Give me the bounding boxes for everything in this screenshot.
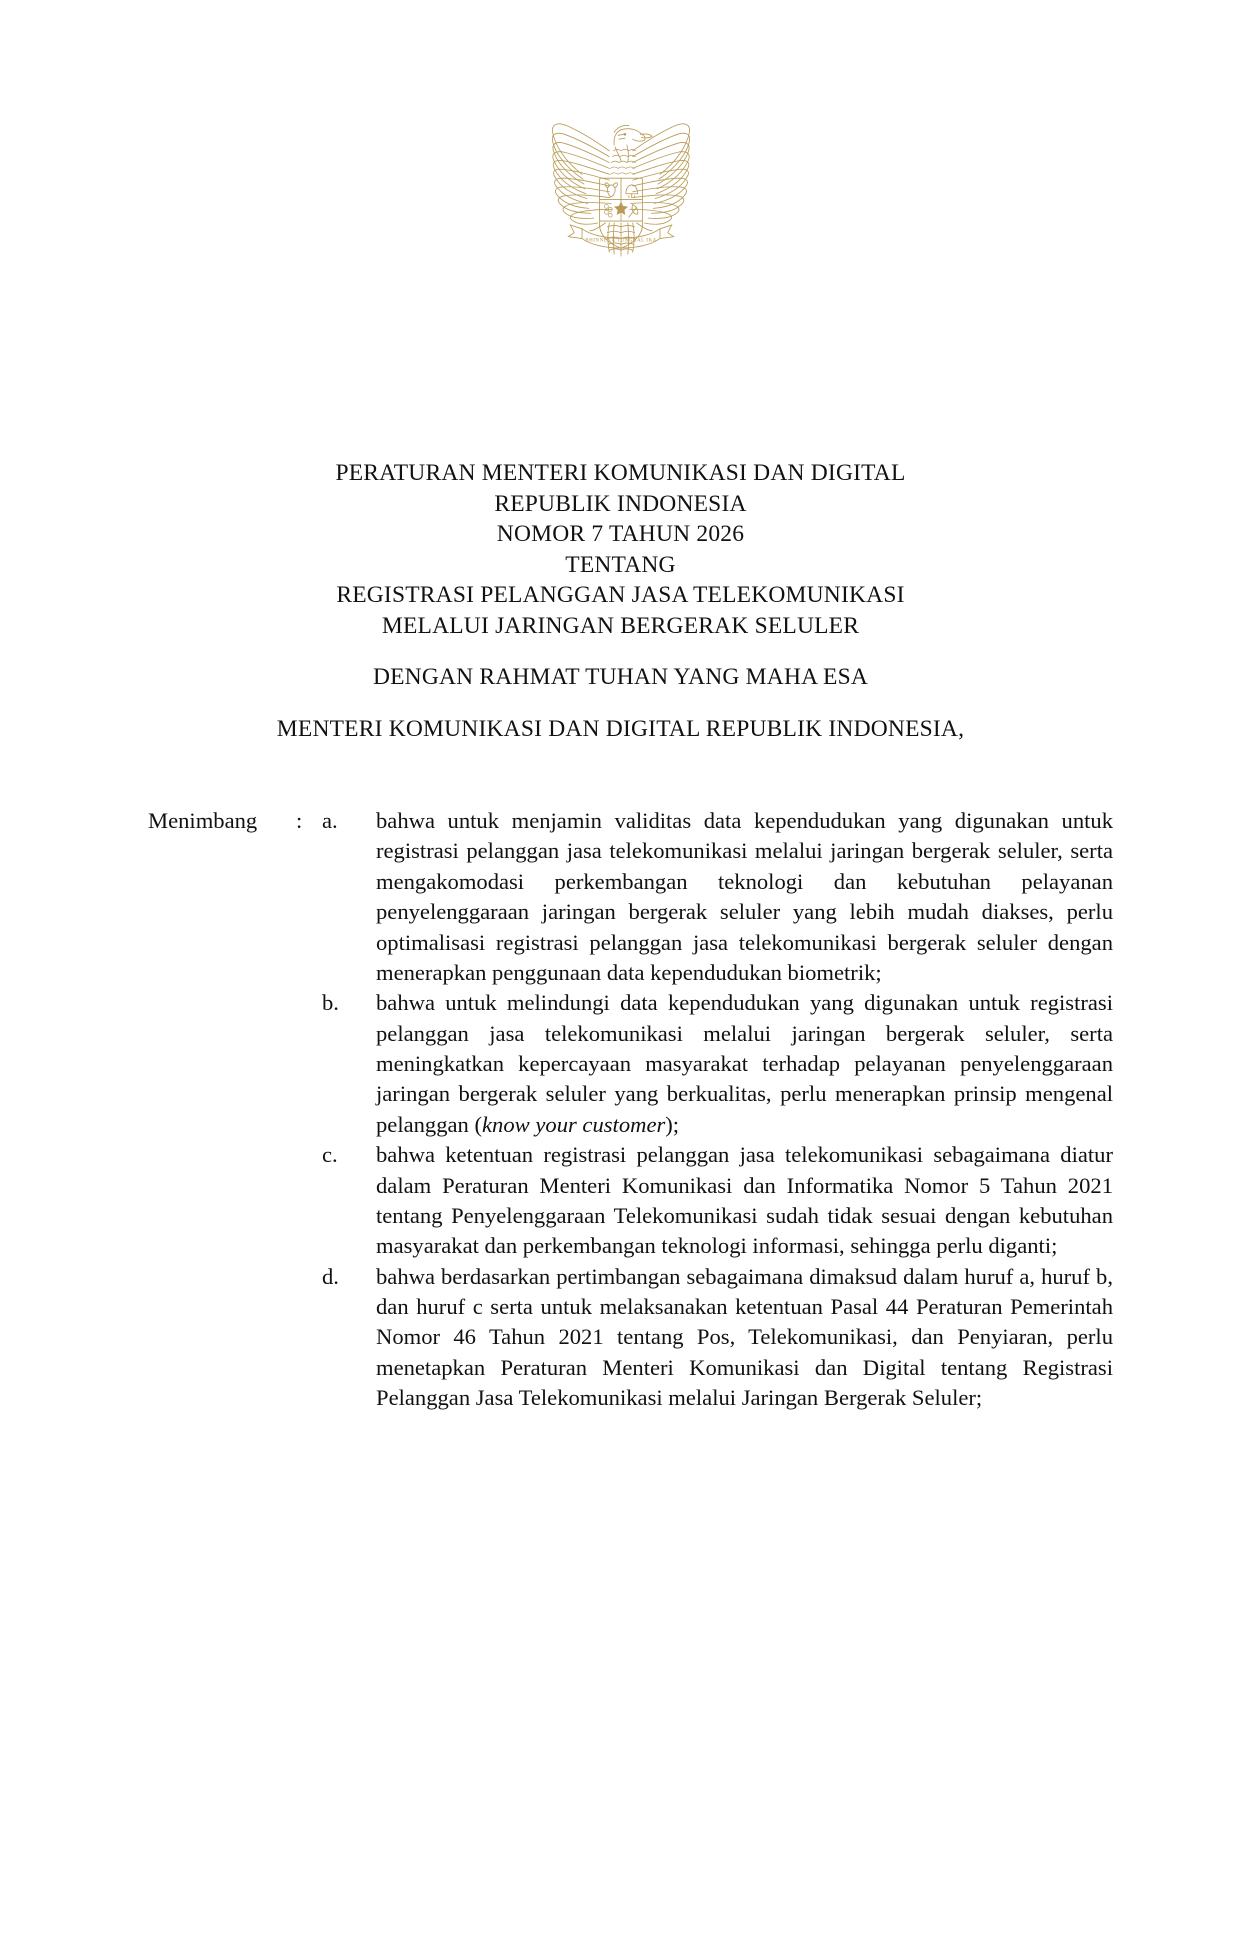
considering-item-b bbox=[322, 988, 1113, 1140]
title-line-subject-2: MELALUI JARINGAN BERGERAK SELULER bbox=[381, 612, 860, 639]
item-text-d: bahwa berdasarkan pertimbangan sebagaimana dimaksud dalam huruf a, huruf b, dan huruf c serta untuk melaksanakan ketentuan Pasal 44 Peraturan Pemerintah Nomor 46 Tahun 2021 tentang Pos, Telekomunikasi, dan Penyiaran, perlu menetapkan Peraturan Menteri Komunikasi dan Digital tentang Registrasi Pelanggan Jasa Telekomunikasi melalui Jaringan Bergerak Seluler; bbox=[376, 1263, 1113, 1411]
item-text-b-part2: ); bbox=[665, 1111, 680, 1137]
item-text-a: bahwa untuk menjamin validitas data kependudukan yang digunakan untuk registrasi pelanggan jasa telekomunikasi melalui jaringan bergerak seluler, serta mengakomodasi perkembangan teknologi dan kebutuhan pelayanan penyelenggaraan jaringan bergerak seluler yang lebih mudah diakses, perlu optimalisasi registrasi pelanggan jasa telekomunikasi bergerak seluler dengan menerapkan penggunaan data kependudukan biometrik; bbox=[376, 808, 1113, 985]
item-text-b-part1: bahwa untuk melindungi data kependudukan yang digunakan untuk registrasi pelanggan jasa telekomunikasi melalui jaringan bergerak seluler, serta meningkatkan kepercayaan masyarakat terhadap pelayanan penyelenggaraan jaringan bergerak seluler yang berkualitas, perlu menerapkan prinsip mengenal pelanggan ( bbox=[376, 990, 1113, 1137]
title-line-subject-1: REGISTRASI PELANGGAN JASA TELEKOMUNIKASI bbox=[336, 582, 905, 609]
title-line-tentang: TENTANG bbox=[565, 551, 676, 578]
item-text-b bbox=[376, 988, 1113, 1140]
garuda-pancasila-icon bbox=[523, 108, 719, 260]
considering-item-c bbox=[322, 1140, 1113, 1262]
authority-line: MENTERI KOMUNIKASI DAN DIGITAL REPUBLIK INDONESIA, bbox=[276, 716, 965, 742]
considering-row bbox=[148, 806, 1113, 1414]
blessing-line: DENGAN RAHMAT TUHAN YANG MAHA ESA bbox=[372, 664, 869, 690]
svg-text:BHINNEKA TUNGGAL IKA: BHINNEKA TUNGGAL IKA bbox=[584, 237, 657, 244]
title-line-2: REPUBLIK INDONESIA bbox=[494, 490, 747, 517]
considering-label: Menimbang bbox=[148, 808, 258, 833]
item-text-c: bahwa ketentuan registrasi pelanggan jasa telekomunikasi sebagaimana diatur dalam Peraturan Menteri Komunikasi dan Informatika Nomor 5 Tahun 2021 tentang Penyelenggaraan Telekomunikasi sudah tidak sesuai dengan kebutuhan masyarakat dan perkembangan teknologi informasi, sehingga perlu diganti; bbox=[376, 1142, 1113, 1259]
item-marker-b: b. bbox=[322, 990, 339, 1016]
considering-item-d bbox=[322, 1262, 1113, 1414]
considering-items bbox=[322, 806, 1113, 1414]
title-line-number: NOMOR 7 TAHUN 2026 bbox=[496, 521, 745, 548]
document-title-block bbox=[0, 458, 1241, 641]
emblem-container bbox=[0, 108, 1241, 260]
considering-block bbox=[148, 806, 1113, 1414]
item-marker-a: a. bbox=[322, 808, 338, 833]
considering-item-a bbox=[322, 806, 1113, 988]
item-marker-d: d. bbox=[322, 1263, 339, 1289]
item-text-b-italic-term: know your customer bbox=[482, 1111, 666, 1137]
considering-colon: : bbox=[296, 808, 303, 833]
title-line-1: PERATURAN MENTERI KOMUNIKASI DAN DIGITAL bbox=[335, 460, 906, 486]
item-marker-c: c. bbox=[322, 1142, 338, 1168]
